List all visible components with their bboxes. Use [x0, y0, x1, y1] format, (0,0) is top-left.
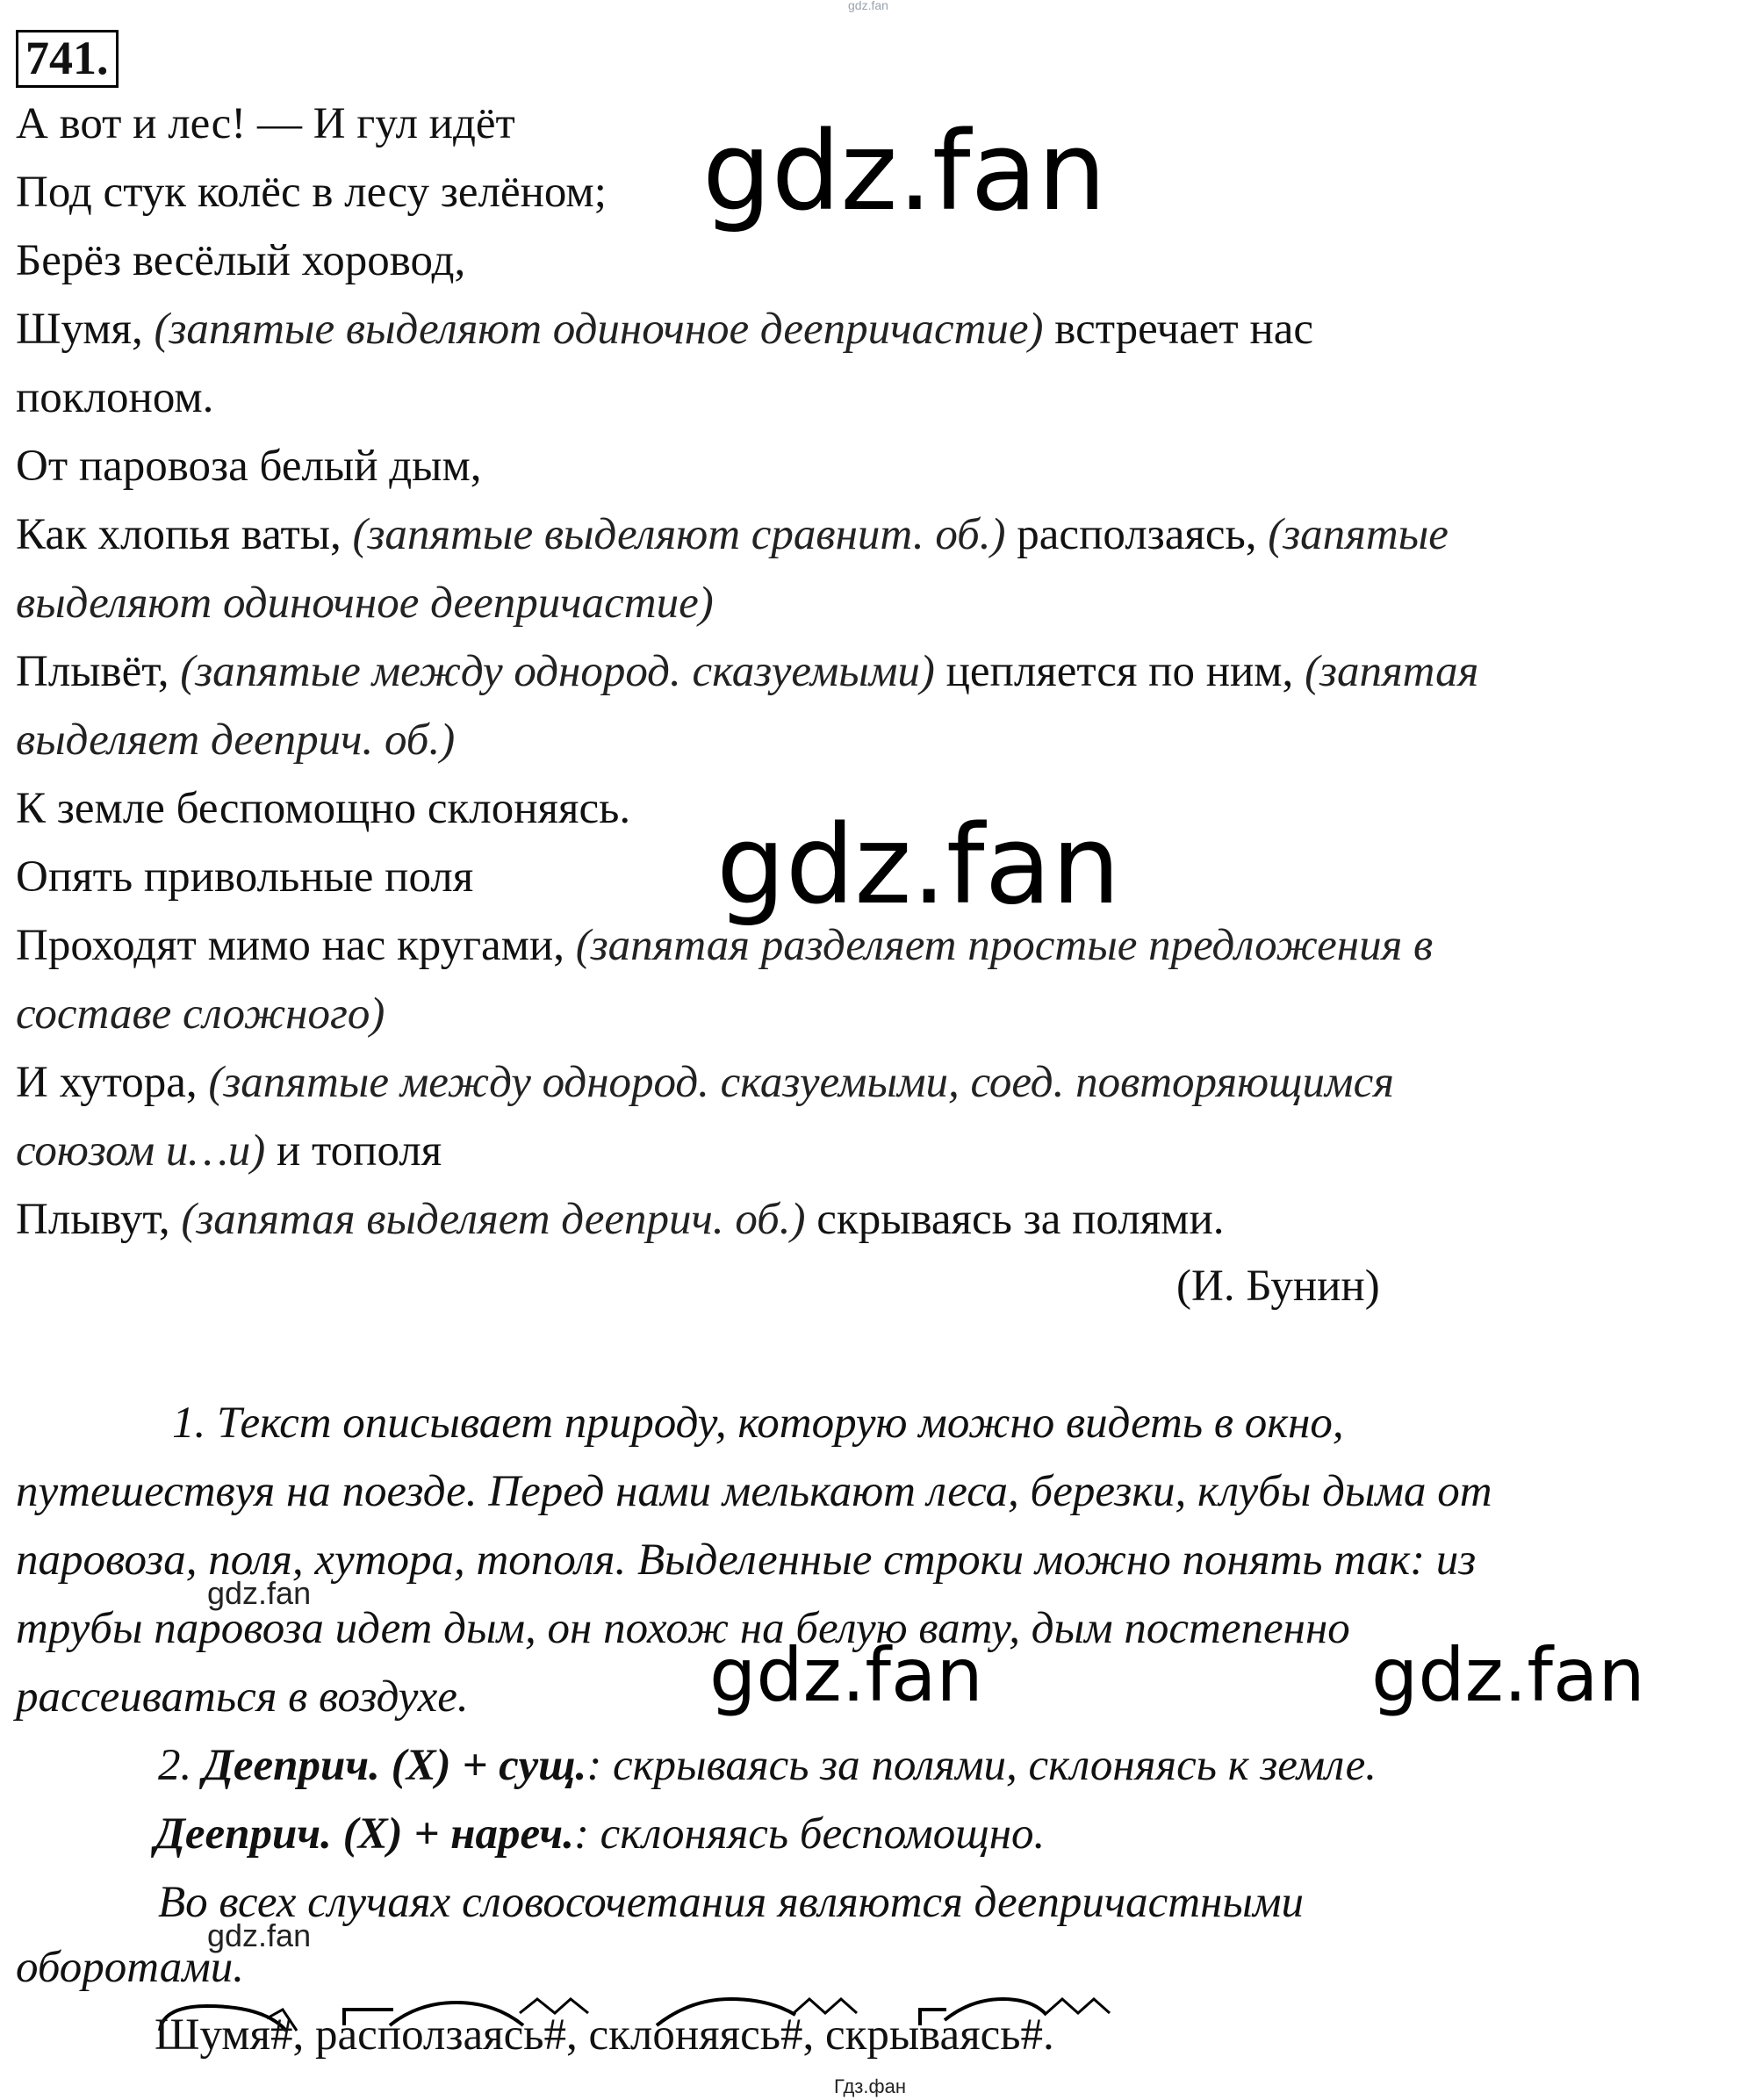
task-number-box [16, 30, 119, 88]
poem-line [16, 510, 1449, 559]
poem-line [16, 99, 515, 148]
pattern-label: Дееприч. (X) + сущ. [203, 1741, 587, 1790]
pattern-examples: : скрываясь за полями, склоняясь к земле. [586, 1741, 1377, 1790]
watermark-big: gdz.fan [709, 1632, 983, 1718]
punctuation-note: выделяют одиночное деепричастие) [16, 579, 714, 628]
poem-text: От паровоза белый дым, [16, 442, 482, 491]
poem-text: А вот и лес! — И гул идёт [16, 99, 515, 148]
morph-ending-mark: #. [1020, 2010, 1054, 2060]
poem-text: встречает нас [1043, 305, 1314, 354]
poem-line [16, 1197, 1225, 1242]
punctuation-note: (запятые между однород. сказуемыми) [180, 647, 935, 696]
answer-line [155, 1809, 1046, 1859]
task-number-text: 741. [25, 32, 109, 84]
poem-line [16, 1126, 442, 1176]
punctuation-note: (запятая разделяет простые предложения в [575, 921, 1434, 970]
poem-text: расползаясь, [1005, 510, 1269, 559]
watermark-small: gdz.fan [207, 1917, 312, 1953]
watermark-big: gdz.fan [702, 109, 1107, 235]
poem-text: Плывут, [16, 1195, 182, 1244]
poem-line [16, 373, 214, 422]
poem-line [16, 236, 466, 285]
poem-text: Под стук колёс в лесу зелёном; [16, 168, 607, 217]
suffix-mark [1046, 1999, 1110, 2013]
morph-word: расползаясь [315, 2010, 544, 2060]
poem-text: И хутора, [16, 1058, 209, 1107]
poem-text: Опять привольные поля [16, 852, 474, 902]
punctuation-note: выделяет деепрuч. об.) [16, 716, 456, 765]
poem-line [16, 852, 474, 902]
poem-line [16, 989, 385, 1039]
morph-word: склоняясь [588, 2010, 780, 2060]
poem-line [16, 921, 1434, 970]
morph-word: скрываясь [824, 2010, 1021, 2060]
punctuation-note: составе сложного) [16, 989, 385, 1039]
punctuation-note: (запятые выделяют сравнит. об.) [352, 510, 1006, 559]
punctuation-note: (запятая [1305, 647, 1479, 696]
poem-text: скрываясь за полями. [805, 1195, 1225, 1244]
answer-line: трубы паровоза идет дым, он похож на белую вату, дым постепенно [16, 1604, 1350, 1653]
answer-line: оборотами. [16, 1943, 245, 1992]
watermark-big: gdz.fan [1371, 1632, 1645, 1718]
task-number [16, 30, 119, 88]
pattern-examples: : склоняясь беспомощно. [573, 1809, 1046, 1859]
punctuation-note: (запятая выделяет дееприч. об.) [181, 1195, 806, 1244]
watermark-top: gdz.fan [848, 0, 888, 12]
poem-text: цепляется по ним, [934, 647, 1305, 696]
poem-line [16, 307, 1313, 352]
poem-text: Плывёт, [16, 647, 181, 696]
poem-line [16, 784, 631, 833]
answer-line: Во всех случаях словосочетания являются деепричастными [158, 1878, 1305, 1927]
punctuation-note: (запятые выделяют одиночное деепричастие) [154, 305, 1044, 354]
answer-line: рассеиваться в воздухе. [16, 1672, 469, 1722]
poem-text: Шумя, [16, 305, 155, 354]
poem-text: К земле беспомощно склоняясь. [16, 784, 631, 833]
punctuation-note: (запятые между однород. сказуемыми, соед. повторяющимся [208, 1058, 1394, 1107]
morph-ending-mark: #, [543, 2010, 589, 2060]
poem-text: Как хлопья ваты, [16, 510, 353, 559]
poem-text: поклоном. [16, 373, 214, 422]
punctuation-note: (запятые [1268, 510, 1449, 559]
watermark-big: gdz.fan [716, 802, 1121, 929]
poem-line [16, 718, 455, 763]
answer-line: 1. Текст описывает природу, которую можно видеть в окно, [172, 1399, 1344, 1448]
watermark-bottom: Гдз.фан [834, 2075, 906, 2097]
poem-text: Берёз весёлый хоровод, [16, 236, 466, 285]
poem-line [16, 1058, 1394, 1107]
poem-line [16, 647, 1479, 696]
poem-line [16, 444, 481, 489]
poem-line [16, 581, 714, 626]
morph-word: Шумя [155, 2010, 271, 2060]
answer-line: паровоза, поля, хутора, тополя. Выделенные строки можно понять так: из [16, 1535, 1477, 1585]
morpheme-words [155, 2010, 1054, 2060]
answer-line [158, 1741, 1377, 1790]
morph-ending-mark: #, [780, 2010, 825, 2060]
poem-text: Проходят мимо нас кругами, [16, 921, 576, 970]
punctuation-note: союзом и…и) [16, 1126, 266, 1176]
watermark-small: gdz.fan [207, 1575, 312, 1611]
pattern-label: Дееприч. (X) + нареч. [155, 1809, 574, 1859]
item-number: 2. [158, 1741, 203, 1790]
answer-line: путешествуя на поезде. Перед нами мелькают леса, березки, клубы дыма от [16, 1467, 1492, 1516]
poem-author: (И. Бунин) [1176, 1262, 1380, 1311]
poem-line [16, 170, 607, 215]
morpheme-analysis [155, 1980, 1208, 2068]
poem-text: и тополя [265, 1126, 442, 1176]
morph-ending-mark: #, [270, 2010, 316, 2060]
